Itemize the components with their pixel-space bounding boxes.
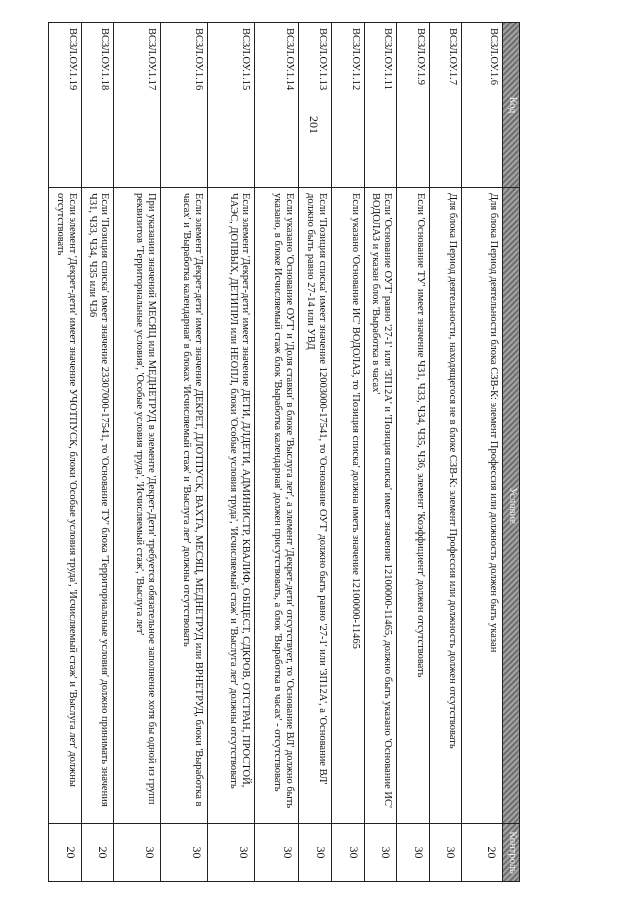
row-code: ВСЗЛ.ОУ.1.15 [207,23,254,188]
row-code: ВСЗЛ.ОУ.1.14 [254,23,299,188]
table-row [364,23,397,882]
row-condition: Если элемент 'Декрет-дети' имеет значение ДЕКРЕТ, ДЛОТПУСК, ВАХТА, МЕСЯЦ, МЕДНЕТРУД или ВРНЕТРУД, блоки 'Выработка в часах' и 'Выработка календарная' в блоках 'Исчисляемый стаж' и 'Выслуга лет' должны отсутствовать [161,188,208,824]
row-control: 30 [161,824,208,882]
row-condition: Если указано 'Основание ОУТ' и 'Доля ставки' в блоке 'Выслуга лет', а элемент 'Декрет-дети' отсутствует, то 'Основание ВЛ' должно быть указано, в блоке Исчисляемый стаж блок 'Выработка календарная' должен присутствовать, а блок 'Выработка в часах' - отсутствовать [254,188,299,824]
row-code: ВСЗЛ.ОУ.1.12 [332,23,365,188]
row-condition: Для блока Период деятельности блока СЗВ-К: элемент Профессия или должность должен быть указан [462,188,503,824]
row-control: 20 [462,824,503,882]
table-row [299,23,332,882]
table-row [49,23,82,882]
validation-rules-table [48,22,520,882]
row-control: 30 [114,824,161,882]
header-condition: Условие [503,188,520,824]
table-row [81,23,114,882]
row-condition: Если 'Основание ТУ' имеет значение Ч31, Ч33, Ч34, Ч35, Ч36, элемент 'Коэффициент' должен отсутствовать [397,188,430,824]
row-control: 30 [332,824,365,882]
row-control: 30 [254,824,299,882]
header-code: Код [503,23,520,188]
table-row [332,23,365,882]
table-row [254,23,299,882]
row-control: 30 [299,824,332,882]
header-control: Контроль [503,824,520,882]
row-control: 30 [429,824,462,882]
row-control: 30 [397,824,430,882]
row-control: 30 [207,824,254,882]
table-row [161,23,208,882]
row-condition: Если элемент 'Декрет-дети' имеет значение ДЕТИ, ДЛДЕТИ, АДМИНИСТР, КВАЛИФ, ОБЩЕСТ, СДКРОВ, ОТСТРАН, ПРОСТОЙ, ЧАЭС, ДОПВЫХ, ДЕТИПРЛ или НЕОПЛ, блоки 'Особые условия труда', 'Исчисляемый стаж' и 'Выслуга лет' должны отсутствовать [207,188,254,824]
table-row [397,23,430,882]
row-control: 20 [49,824,82,882]
row-condition: Если 'Основание ОУТ' равно '27-1' или 'ЗП12А' и 'Позиция списка' имеет значение 12100000-11465, должно быть указано 'Основание ИС' ВОДОЛАЗ и указан блок 'Выработка в часах' [364,188,397,824]
row-control: 20 [81,824,114,882]
row-condition: Для блока Период деятельности, находящегося не в блоке СЗВ-К: элемент Профессия или должность должен отсутствовать [429,188,462,824]
table-row [429,23,462,882]
row-code: ВСЗЛ.ОУ.1.17 [114,23,161,188]
row-condition: Если указано 'Основание ИС' ВОДОЛАЗ, то 'Позиция списка' должна иметь значение 12100000-11465 [332,188,365,824]
row-code: ВСЗЛ.ОУ.1.9 [397,23,430,188]
row-condition: Если 'Позиция списка' имеет значение 23307000-17541, то 'Основание ТУ' блока 'Территориальные условия' должно принимать значения Ч31, Ч33, Ч34, Ч35 или Ч36 [81,188,114,824]
row-code: ВСЗЛ.ОУ.1.6 [462,23,503,188]
row-condition: Если 'Позиция списка' имеет значение 12003000-17541, то 'Основание ОУТ' должно быть равно '27-1' или 'ЗП12А', а 'Основание ВЛ' должно быть равно 27-14 или УВД [299,188,332,824]
row-code: ВСЗЛ.ОУ.1.11 [364,23,397,188]
row-code: ВСЗЛ.ОУ.1.7 [429,23,462,188]
page-number: 201 [307,116,321,134]
table-header-row [503,23,520,882]
table-row [207,23,254,882]
row-code: ВСЗЛ.ОУ.1.19 [49,23,82,188]
row-condition: Если элемент 'Декрет-дети' имеет значение УЧОТПУСК, блоки 'Особые условия труда', 'Исчисляемый стаж' и 'Выслуга лет' должны отсутствовать [49,188,82,824]
row-condition: При указании значений МЕСЯЦ или МЕДНЕТРУД в элементе 'Декрет-Дети' требуется обязательное заполнение хотя бы одной из групп реквизитов 'Территориальные условия', 'Особые условия труда', 'Исчисляемый стаж', 'Выслуга лет' [114,188,161,824]
row-control: 30 [364,824,397,882]
table-row [462,23,503,882]
table-row [114,23,161,882]
row-code: ВСЗЛ.ОУ.1.18 [81,23,114,188]
validation-rules-table-sheet [48,22,520,882]
row-code: ВСЗЛ.ОУ.1.16 [161,23,208,188]
row-code: ВСЗЛ.ОУ.1.13 [299,23,332,188]
